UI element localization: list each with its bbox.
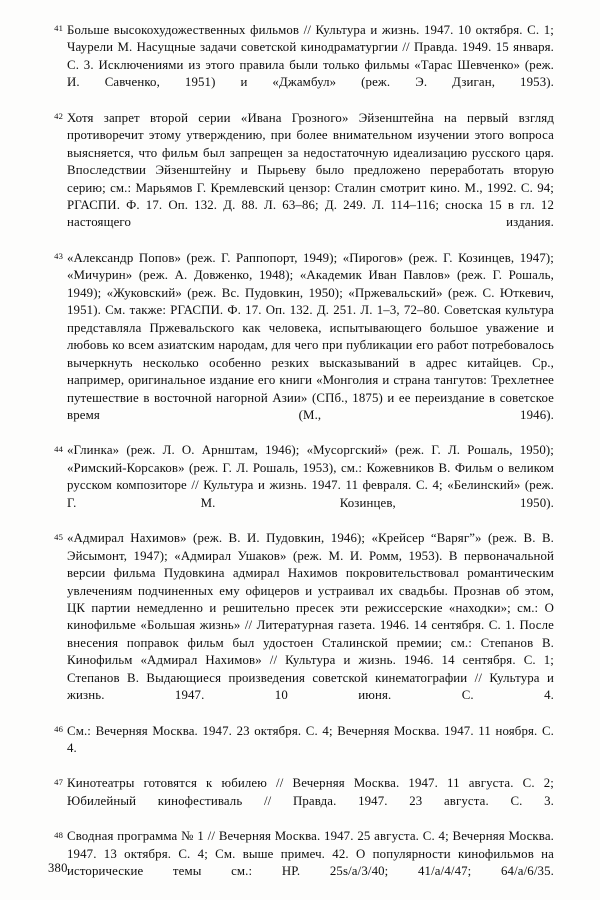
- endnote-number: 43: [54, 251, 63, 262]
- endnote-item: [48, 775, 554, 827]
- endnote-number: 47: [54, 776, 63, 787]
- endnote-number: 41: [54, 23, 63, 34]
- endnote-text: Больше высокохудожественных фильмов // Культура и жизнь. 1947. 10 октября. С. 1; Чаурели М. Насущные задачи советской кинодраматургии // Правда. 1949. 15 января. С. 3. Исключениями из этого правила были только фильмы «Тарас Шевченко» (реж. И. Савченко, 1951) и «Джамбул» (реж. Э. Дзиган, 1953).: [67, 23, 554, 90]
- endnote-item: [48, 828, 554, 898]
- endnote-number: 42: [54, 111, 63, 122]
- endnote-text: «Адмирал Нахимов» (реж. В. И. Пудовкин, 1946); «Крейсер “Варяг”» (реж. В. В. Эйсымонт, 1947); «Адмирал Ушаков» (реж. М. И. Ромм, 1953). В первоначальной версии фильма Пудовкина адмирал Нахимов покровительствовал романтическим увлечениям подчиненных ему офицеров и устраивал их свадьбы. Прознав об этом, ЦК партии немедленно и решительно пресек эти режиссерские «находки»; см.: О кинофильме «Большая жизнь» // Литературная газета. 1946. 14 сентября. С. 1. После внесения поправок фильм был удостоен Сталинской премии; см.: Степанов В. Кинофильм «Адмирал Нахимов» // Культура и жизнь. 1946. 14 сентября. С. 1; Степанов В. Выдающиеся произведения советской кинематографии // Культура и жизнь. 1947. 10 июня. С. 4.: [67, 531, 554, 703]
- endnote-item: [48, 442, 554, 529]
- endnote-text: Хотя запрет второй серии «Ивана Грозного» Эйзенштейна на первый взгляд противоречит этому утверждению, при более внимательном изучении этого вопроса выясняется, что фильм был запрещен за недостаточную идеализацию русского царя. Впоследствии Эйзенштейну и Пырьеву было предложено переработать вторую серию; см.: Марьямов Г. Кремлевский цензор: Сталин смотрит кино. М., 1992. С. 94; РГАСПИ. Ф. 17. Оп. 132. Д. 88. Л. 63–86; Д. 249. Л. 114–116; сноска 15 в гл. 12 настоящего издания.: [67, 110, 554, 230]
- endnote-text: «Глинка» (реж. Л. О. Арнштам, 1946); «Мусоргский» (реж. Г. Л. Рошаль, 1950); «Римский-Корсаков» (реж. Г. Л. Рошаль, 1953), см.: Кожевников В. Фильм о великом русском композиторе // Культура и жизнь. 1947. 11 февраля. С. 4; «Белинский» (реж. Г. М. Козинцев, 1950).: [67, 443, 554, 510]
- endnote-text: Сводная программа № 1 // Вечерняя Москва. 1947. 25 августа. С. 4; Вечерняя Москва. 1947. 13 октября. С. 4; См. выше примеч. 42. О популярности кинофильмов на исторические темы см.: НР. 25s/a/3/40; 41/a/4/47; 64/a/6/35.: [67, 829, 554, 879]
- endnote-text: «Александр Попов» (реж. Г. Раппопорт, 1949); «Пирогов» (реж. Г. Козинцев, 1947); «Мичурин» (реж. А. Довженко, 1948); «Академик Иван Павлов» (реж. Г. Рошаль, 1949); «Жуковский» (реж. Вс. Пудовкин, 1950); «Пржевальский» (реж. С. Юткевич, 1951). См. также: РГАСПИ. Ф. 17. Оп. 132. Д. 251. Л. 1–3, 72–80. Советская культура представляла Пржевальского как человека, испытывающего большое уважение и любовь ко всем азиатским народам, для чего при публикации его работ потребовалось вычеркнуть несколько особенно резких высказываний в адрес китайцев. Ср., например, оригинальное издание его книги «Монголия и страна тангутов: Трехлетнее путешествие в восточной нагорной Азии» (СПб., 1875) и ее переиздание в советское время (М., 1946).: [67, 250, 554, 422]
- endnote-item: [48, 110, 554, 250]
- endnote-text: См.: Вечерняя Москва. 1947. 23 октября. С. 4; Вечерняя Москва. 1947. 11 ноября. С. 4.: [67, 723, 554, 756]
- endnote-number: 44: [54, 443, 63, 454]
- endnote-number: 45: [54, 531, 63, 542]
- endnote-text: Кинотеатры готовятся к юбилею // Вечерняя Москва. 1947. 11 августа. С. 2; Юбилейный кинофестиваль // Правда. 1947. 23 августа. С. 3.: [67, 776, 554, 808]
- endnote-item: [48, 530, 554, 722]
- page-number: 380: [48, 861, 68, 875]
- endnote-number: 46: [54, 724, 63, 735]
- endnote-item: [48, 22, 554, 109]
- endnotes-list: [48, 22, 554, 898]
- endnote-number: 48: [54, 829, 63, 840]
- endnote-item: [48, 250, 554, 442]
- endnote-item: [48, 723, 554, 775]
